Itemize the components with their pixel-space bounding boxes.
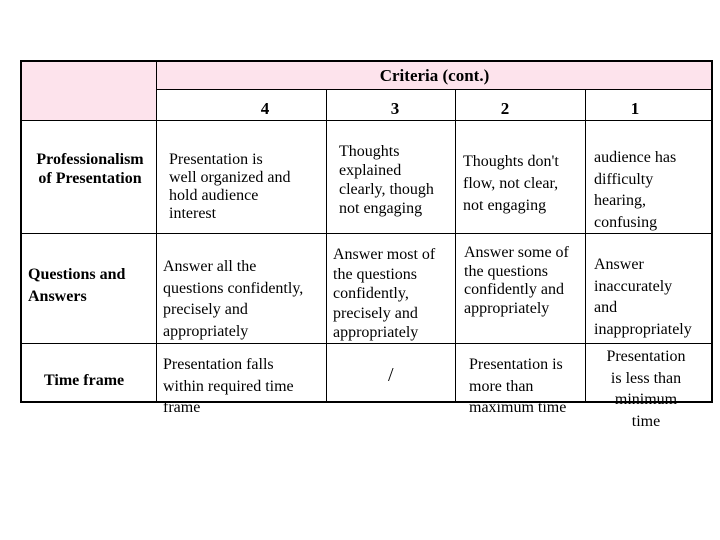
- grid-row-line-1: [20, 120, 713, 121]
- grid-header-divider: [156, 89, 713, 90]
- cell-time-4: [163, 354, 294, 419]
- cell-line: Thoughts: [339, 143, 400, 160]
- cell-line: Answer all the: [163, 258, 257, 275]
- cell-line: inaccurately: [594, 277, 673, 295]
- cell-line: appropriately: [464, 299, 550, 317]
- cell-line: Answer: [594, 256, 644, 273]
- grid-row-line-3: [20, 343, 713, 344]
- cell-line: explained: [339, 162, 402, 179]
- cell-line: minimum: [614, 391, 678, 408]
- cell-line: time: [631, 412, 661, 430]
- cell-line: hearing,: [594, 192, 646, 209]
- cell-line: clearly, though: [339, 181, 434, 198]
- cell-line: Thoughts don't: [463, 153, 559, 170]
- row-label-line: of Presentation: [38, 170, 142, 187]
- cell-line: confidently,: [333, 285, 409, 302]
- grid-outer-left: [20, 60, 22, 403]
- cell-line: the questions: [464, 262, 548, 280]
- row-label-time-frame: [44, 371, 124, 390]
- cell-time-1: [594, 346, 698, 432]
- grid-row-line-2: [20, 233, 713, 234]
- cell-line: and: [594, 299, 618, 316]
- score-header-4: 4: [260, 99, 270, 118]
- grid-col-line-1: [156, 60, 157, 403]
- grid-col-line-3: [455, 89, 456, 403]
- row-label-questions: [28, 264, 125, 308]
- cell-line: is less than: [610, 369, 682, 387]
- cell-line: within required time: [163, 377, 294, 395]
- cell-line: the questions: [333, 265, 417, 283]
- cell-line: Presentation is: [469, 356, 563, 373]
- cell-line: interest: [169, 205, 217, 222]
- cell-questions-2: [464, 244, 569, 318]
- cell-line: confusing: [594, 213, 658, 231]
- grid-outer-right: [711, 60, 713, 403]
- cell-line: Presentation falls: [163, 356, 274, 373]
- cell-line: inappropriately: [594, 320, 692, 338]
- cell-line: audience has: [594, 149, 677, 166]
- grid-outer-top: [20, 60, 713, 62]
- cell-line: difficulty: [594, 170, 654, 188]
- cell-line: not engaging: [463, 197, 547, 214]
- cell-line: Answer most of: [333, 246, 436, 263]
- cell-line: /: [388, 364, 394, 386]
- row-label-line: Answers: [28, 288, 87, 305]
- cell-line: frame: [163, 399, 201, 416]
- cell-line: Presentation is: [169, 151, 263, 168]
- cell-professionalism-4: [169, 151, 290, 223]
- score-header-2: 2: [500, 99, 510, 118]
- cell-line: hold audience: [169, 187, 259, 204]
- cell-time-3: [388, 363, 394, 387]
- cell-line: more than: [469, 377, 534, 395]
- cell-line: precisely and: [163, 301, 248, 318]
- cell-line: not engaging: [339, 200, 423, 217]
- cell-questions-3: [333, 245, 435, 343]
- score-header-3: 3: [390, 99, 400, 118]
- grid-col-line-4: [585, 89, 586, 403]
- cell-line: appropriately: [333, 324, 419, 341]
- cell-line: well organized and: [169, 169, 291, 186]
- score-header-1: 1: [630, 99, 640, 118]
- row-label-line: Time frame: [44, 372, 125, 389]
- cell-line: precisely and: [333, 304, 418, 322]
- table-title: Criteria (cont.): [379, 66, 490, 85]
- cell-professionalism-3: [339, 142, 434, 218]
- cell-line: questions confidently,: [163, 279, 304, 297]
- cell-line: flow, not clear,: [463, 175, 559, 192]
- row-label-professionalism: [24, 150, 156, 188]
- cell-questions-1: [594, 254, 692, 340]
- cell-professionalism-2: [463, 151, 559, 217]
- cell-line: Presentation: [606, 348, 686, 365]
- cell-questions-4: [163, 256, 303, 342]
- cell-line: Answer some of: [464, 244, 569, 261]
- cell-professionalism-1: [594, 147, 676, 233]
- row-label-line: Questions and: [28, 266, 126, 283]
- cell-line: confidently and: [464, 281, 564, 298]
- cell-line: appropriately: [163, 322, 249, 340]
- cell-time-2: [469, 354, 566, 419]
- grid-col-line-2: [326, 89, 327, 403]
- cell-line: maximum time: [469, 399, 567, 416]
- header-fill-left: [22, 90, 156, 120]
- row-label-line: Professionalism: [36, 151, 144, 168]
